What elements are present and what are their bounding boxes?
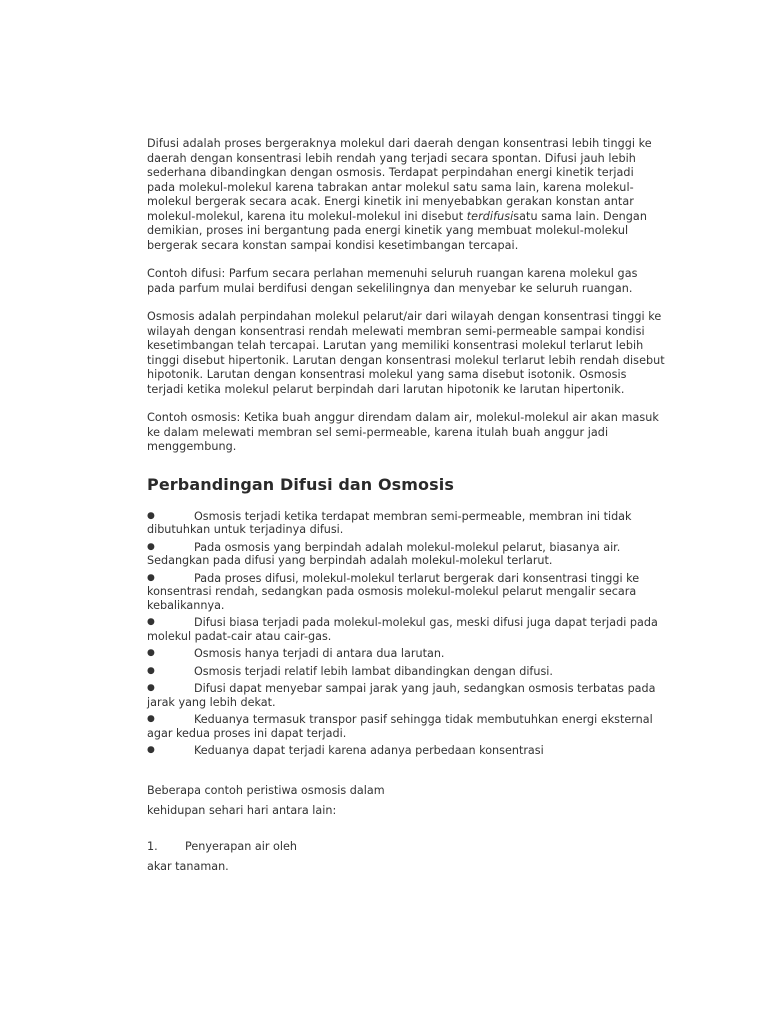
paragraph-difusi-definition	[147, 137, 665, 253]
item-number: 1.	[147, 839, 158, 853]
list-item: ● Osmosis hanya terjadi di antara dua larutan.	[147, 647, 445, 660]
bullet-icon: ●	[147, 510, 155, 521]
bullet-icon: ●	[147, 572, 155, 583]
paragraph-difusi-example: Contoh difusi: Parfum secara perlahan memenuhi seluruh ruangan karena molekul gas pada parfum mulai berdifusi dengan sekelilingnya dan menyebar ke seluruh ruangan.	[147, 267, 638, 295]
section-heading: Perbandingan Difusi dan Osmosis	[147, 474, 454, 494]
bullet-icon: ●	[147, 714, 155, 724]
list-item: ● Osmosis terjadi ketika terdapat membran semi-permeable, membran ini tidak dibutuhkan untuk terjadinya difusi.	[147, 509, 632, 536]
bullet-icon: ●	[147, 648, 155, 658]
bullet-icon: ●	[147, 617, 155, 627]
list-item: ● Pada proses difusi, molekul-molekul terlarut bergerak dari konsentrasi tinggi ke konsentrasi rendah, sedangkan pada osmosis molekul-molekul pelarut mengalir secara kebalikannya.	[147, 571, 640, 612]
examples-intro-line: Beberapa contoh peristiwa osmosis dalam	[147, 783, 385, 797]
numbered-item	[147, 840, 665, 874]
bullet-icon: ●	[147, 665, 155, 676]
item-text: Penyerapan air oleh	[185, 839, 297, 853]
bullet-icon: ●	[147, 745, 155, 755]
italic-term: terdifusi	[466, 209, 514, 223]
examples-intro	[147, 784, 665, 818]
bullet-icon: ●	[147, 541, 155, 552]
paragraph-osmosis-example: Contoh osmosis: Ketika buah anggur direndam dalam air, molekul-molekul air akan masuk ke dalam melewati membran sel semi-permeable, karena itulah buah anggur jadi menggembung.	[147, 411, 659, 453]
item-text-continued: akar tanaman.	[147, 859, 229, 873]
paragraph-osmosis-definition: Osmosis adalah perpindahan molekul pelarut/air dari wilayah dengan konsentrasi tinggi ke wilayah dengan konsentrasi rendah melewati membran semi-permeable sampai kondisi kesetimbangan telah tercapai. Larutan yang memiliki konsentrasi molekul terlarut lebih tinggi disebut hipertonik. Larutan dengan konsentrasi molekul terlarut lebih rendah disebut hipotonik. Larutan dengan konsentrasi molekul yang sama disebut isotonik. Osmosis terjadi ketika molekul pelarut berpindah dari larutan hipotonik ke larutan hipertonik.	[147, 310, 665, 396]
list-item: ● Difusi biasa terjadi pada molekul-molekul gas, meski difusi juga dapat terjadi pada molekul padat-cair atau cair-gas.	[147, 616, 658, 643]
paragraph-text: Difusi adalah proses bergeraknya molekul dari daerah dengan konsentrasi lebih tinggi ke daerah dengan konsentrasi lebih rendah yang terjadi secara spontan. Difusi jauh lebih sederhana dibandingkan dengan osmosis. Terdapat perpindahan energi kinetik terjadi pada molekul-molekul karena tabrakan antar molekul satu sama lain, karena molekul-molekul bergerak secara acak. Energi kinetik ini menyebabkan gerakan konstan antar molekul-molekul, karena itu molekul-molekul ini disebut	[147, 137, 652, 223]
examples-intro-line: kehidupan sehari hari antara lain:	[147, 803, 337, 817]
document-body	[147, 137, 665, 880]
list-item: ● Difusi dapat menyebar sampai jarak yang jauh, sedangkan osmosis terbatas pada jarak yang lebih dekat.	[147, 682, 656, 709]
list-item: ● Keduanya termasuk transpor pasif sehingga tidak membutuhkan energi eksternal agar kedua proses ini dapat terjadi.	[147, 713, 653, 740]
list-item: ● Keduanya dapat terjadi karena adanya perbedaan konsentrasi	[147, 744, 544, 757]
list-item: ● Osmosis terjadi relatif lebih lambat dibandingkan dengan difusi.	[147, 664, 553, 678]
comparison-list	[147, 510, 665, 758]
list-item: ● Pada osmosis yang berpindah adalah molekul-molekul pelarut, biasanya air. Sedangkan pada difusi yang berpindah adalah molekul-molekul terlarut.	[147, 540, 621, 567]
bullet-icon: ●	[147, 683, 155, 693]
paragraph-text: satu sama lain. Dengan demikian, proses ini bergantung pada energi kinetik yang membuat molekul-molekul bergerak secara konstan sampai kondisi kesetimbangan tercapai.	[147, 209, 647, 252]
